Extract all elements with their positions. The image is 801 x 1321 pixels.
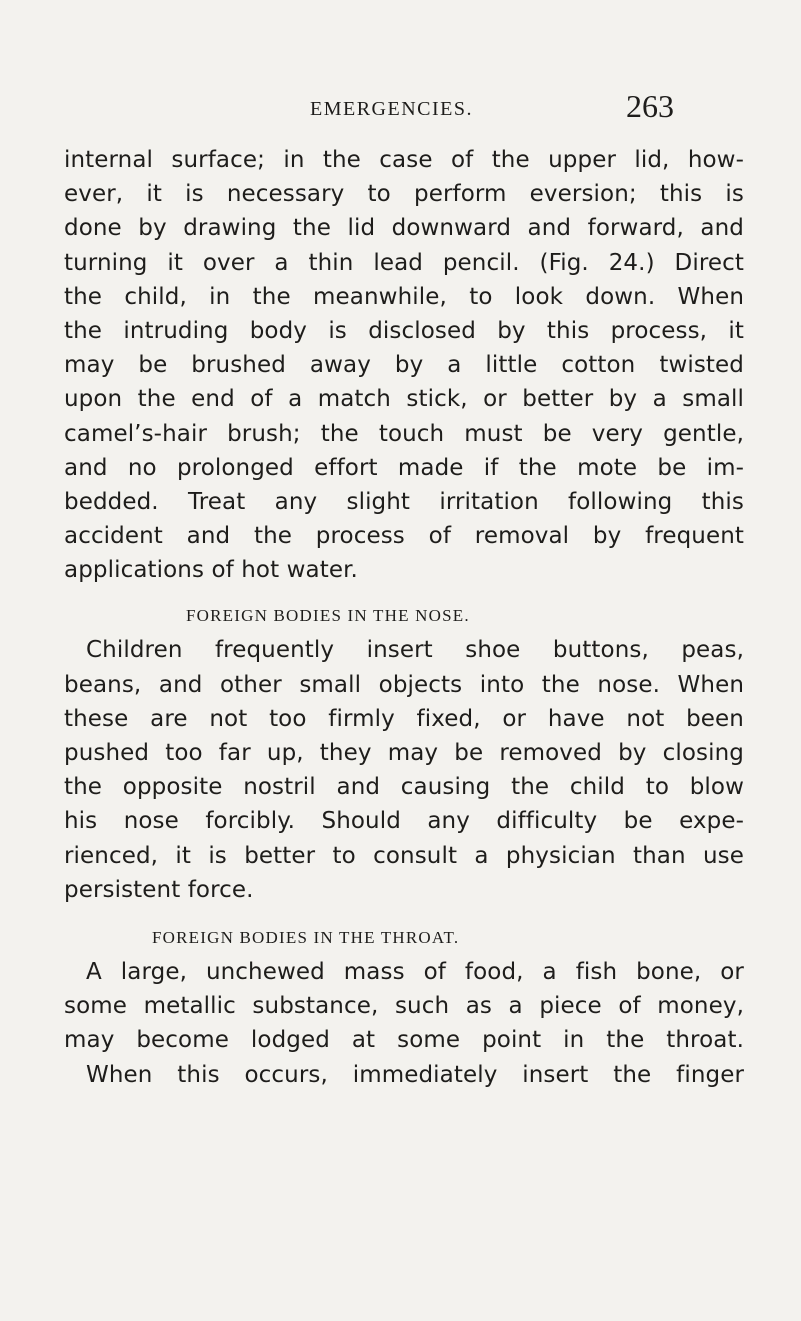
text-line: bedded. Treat any slight irritation following this (64, 488, 744, 515)
text-line: accident and the process of removal by frequent (64, 523, 744, 550)
paragraph-throat (64, 955, 744, 1092)
text-line: ever, it is necessary to perform eversion; this is (64, 181, 744, 208)
paragraph-nose (64, 633, 744, 907)
text-line: applications of hot water. (64, 557, 358, 584)
text-line: the opposite nostril and causing the child to blow (64, 774, 744, 801)
text-line: may be brushed away by a little cotton twisted (64, 352, 744, 379)
text-line: may become lodged at some point in the throat. (64, 1027, 744, 1054)
text-line: some metallic substance, such as a piece of money, (64, 993, 744, 1020)
text-line: and no prolonged effort made if the mote be im- (64, 454, 744, 481)
text-line: these are not too firmly fixed, or have not been (64, 705, 744, 732)
text-line: turning it over a thin lead pencil. (Fig. 24.) Direct (64, 249, 744, 276)
section-heading-nose: FOREIGN BODIES IN THE NOSE. (186, 606, 470, 626)
text-line: upon the end of a match stick, or better by a small (64, 386, 744, 413)
text-line: the child, in the meanwhile, to look down. When (64, 283, 744, 310)
text-line: camel’s-hair brush; the touch must be very gentle, (64, 420, 744, 447)
paragraph-eye-removal (64, 143, 744, 587)
running-head (0, 88, 801, 128)
section-heading-throat: FOREIGN BODIES IN THE THROAT. (152, 927, 460, 947)
text-line: his nose forcibly. Should any difficulty be expe- (64, 808, 744, 835)
text-line: done by drawing the lid downward and forward, and (64, 215, 744, 242)
text-line: Children frequently insert shoe buttons, peas, (86, 637, 744, 664)
text-line: When this occurs, immediately insert the finger (86, 1061, 744, 1088)
text-line: internal surface; in the case of the upper lid, how- (64, 147, 744, 173)
running-title: EMERGENCIES. (310, 98, 473, 120)
text-line: beans, and other small objects into the nose. When (64, 671, 744, 698)
body-text (64, 143, 744, 1092)
page-number: 263 (626, 88, 674, 124)
text-line: the intruding body is disclosed by this process, it (64, 317, 744, 344)
text-line: pushed too far up, they may be removed by closing (64, 740, 744, 766)
text-line: persistent force. (64, 876, 254, 903)
text-line: A large, unchewed mass of food, a fish bone, or (86, 958, 744, 985)
text-line: rienced, it is better to consult a physician than use (64, 842, 744, 869)
